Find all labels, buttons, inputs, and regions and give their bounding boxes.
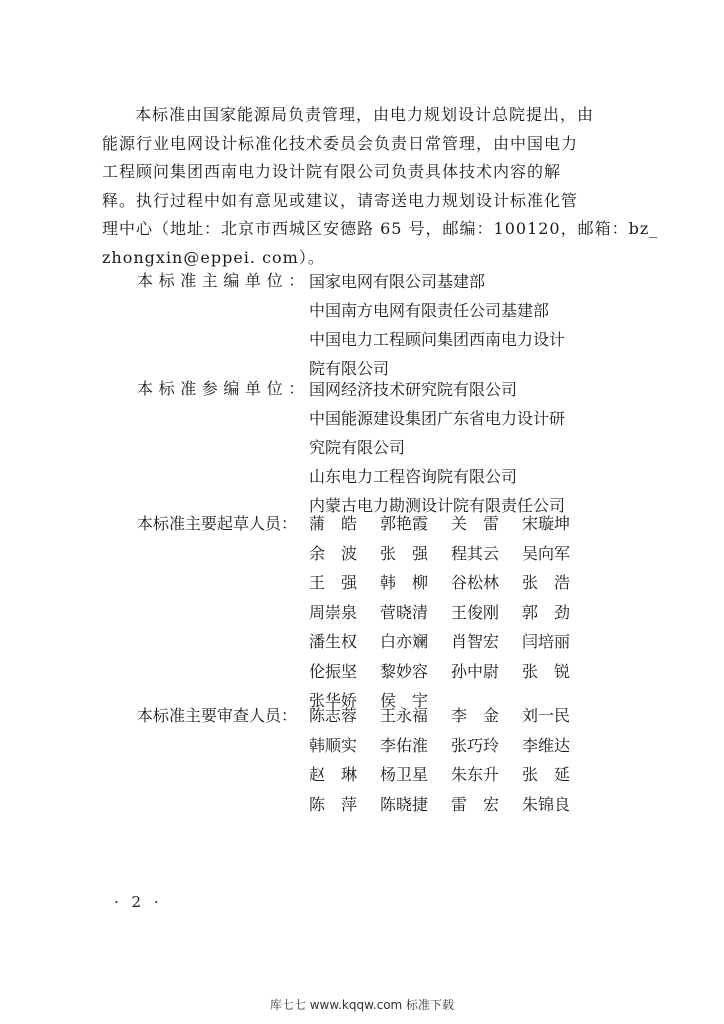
page-number: · 2 · bbox=[114, 893, 163, 911]
name-row bbox=[309, 657, 593, 687]
person-name: 蒲 皓 bbox=[309, 514, 358, 533]
person-name: 张华娇 bbox=[309, 691, 358, 710]
name-row bbox=[309, 627, 593, 657]
person-name: 陈志蓉 bbox=[309, 706, 358, 725]
person-name: 关 雷 bbox=[451, 514, 500, 533]
person-name: 陈晓捷 bbox=[380, 794, 429, 814]
person-name: 朱东升 bbox=[451, 765, 500, 784]
reviewers-label: 本标准主要审查人员： bbox=[137, 706, 298, 725]
watermark-footer: 库七七 www.kqqw.com 标准下载 bbox=[269, 998, 455, 1012]
person-name: 余 波 bbox=[309, 543, 358, 563]
person-name: 王永福 bbox=[380, 706, 429, 725]
chief-units-label: 本标准主编单位： bbox=[137, 271, 310, 290]
person-name: 韩 柳 bbox=[380, 573, 429, 592]
person-name: 李维达 bbox=[522, 735, 571, 755]
participating-units-list bbox=[309, 375, 565, 520]
intro-paragraph bbox=[102, 101, 659, 272]
person-name: 王 强 bbox=[309, 573, 358, 592]
person-name: 张 延 bbox=[522, 765, 571, 784]
participating-units-label: 本标准参编单位： bbox=[137, 379, 310, 398]
name-row bbox=[309, 568, 593, 598]
person-name: 张巧玲 bbox=[451, 735, 500, 755]
person-name: 雷 宏 bbox=[451, 794, 500, 814]
person-name: 吴向军 bbox=[522, 543, 571, 563]
person-name: 周崇泉 bbox=[309, 602, 358, 622]
person-name: 谷松林 bbox=[451, 573, 500, 592]
org-item: 中国能源建设集团广东省电力设计研 bbox=[309, 409, 566, 428]
person-name: 刘一民 bbox=[522, 706, 571, 725]
org-item: 山东电力工程咨询院有限公司 bbox=[309, 467, 518, 486]
org-item: 国网经济技术研究院有限公司 bbox=[309, 380, 518, 399]
person-name: 黎妙容 bbox=[380, 661, 429, 681]
name-row bbox=[309, 509, 593, 539]
person-name: 白亦斓 bbox=[380, 632, 429, 651]
chief-units-list bbox=[309, 267, 565, 383]
person-name: 李佑淮 bbox=[380, 735, 429, 755]
person-name: 孙中尉 bbox=[451, 661, 500, 681]
person-name: 张 浩 bbox=[522, 573, 571, 592]
person-name: 张 强 bbox=[380, 543, 429, 563]
org-item: 内蒙古电力勘测设计院有限责任公司 bbox=[309, 496, 566, 515]
org-item: 究院有限公司 bbox=[309, 438, 406, 457]
name-row bbox=[309, 598, 593, 628]
name-row bbox=[309, 539, 593, 569]
person-name: 潘生权 bbox=[309, 632, 358, 651]
person-name: 杨卫星 bbox=[380, 765, 429, 784]
name-row bbox=[309, 731, 593, 761]
person-name: 王俊刚 bbox=[451, 602, 500, 622]
org-item: 中国电力工程顾问集团西南电力设计 bbox=[309, 330, 566, 349]
intro-line: 释。执行过程中如有意见或建议，请寄送电力规划设计标准化管 bbox=[102, 190, 579, 210]
person-name: 郭 劲 bbox=[522, 602, 571, 622]
person-name: 张 锐 bbox=[522, 661, 571, 681]
name-row bbox=[309, 760, 593, 790]
intro-line: 工程顾问集团西南电力设计院有限公司负责具体技术内容的解 bbox=[102, 162, 562, 181]
person-name: 伦振坚 bbox=[309, 661, 358, 681]
person-name: 陈 萍 bbox=[309, 794, 358, 814]
person-name: 韩顺实 bbox=[309, 735, 358, 755]
person-name: 郭艳霞 bbox=[380, 514, 429, 533]
intro-line: zhongxin@eppei. com）。 bbox=[102, 247, 325, 267]
drafters-list bbox=[309, 509, 593, 716]
person-name: 宋璇坤 bbox=[522, 514, 571, 533]
person-name: 程其云 bbox=[451, 543, 500, 563]
intro-line: 理中心（地址：北京市西城区安德路 65 号，邮编：100120，邮箱：bz_ bbox=[102, 219, 659, 238]
person-name: 侯 宇 bbox=[380, 691, 429, 710]
person-name: 李 金 bbox=[451, 706, 500, 725]
person-name: 赵 琳 bbox=[309, 765, 358, 784]
reviewers-list bbox=[309, 701, 593, 819]
intro-line: 本标准由国家能源局负责管理，由电力规划设计总院提出，由 bbox=[135, 105, 595, 124]
org-item: 中国南方电网有限责任公司基建部 bbox=[309, 301, 550, 320]
person-name: 朱锦良 bbox=[522, 794, 571, 814]
name-row bbox=[309, 701, 593, 731]
intro-line: 能源行业电网设计标准化技术委员会负责日常管理，由中国电力 bbox=[102, 133, 579, 153]
person-name: 菅晓清 bbox=[380, 602, 429, 622]
org-item: 国家电网有限公司基建部 bbox=[309, 272, 486, 291]
person-name: 肖智宏 bbox=[451, 632, 500, 651]
person-name: 闫培丽 bbox=[522, 632, 571, 651]
org-item: 院有限公司 bbox=[309, 359, 390, 378]
drafters-label: 本标准主要起草人员： bbox=[137, 514, 298, 533]
name-row bbox=[309, 790, 593, 820]
